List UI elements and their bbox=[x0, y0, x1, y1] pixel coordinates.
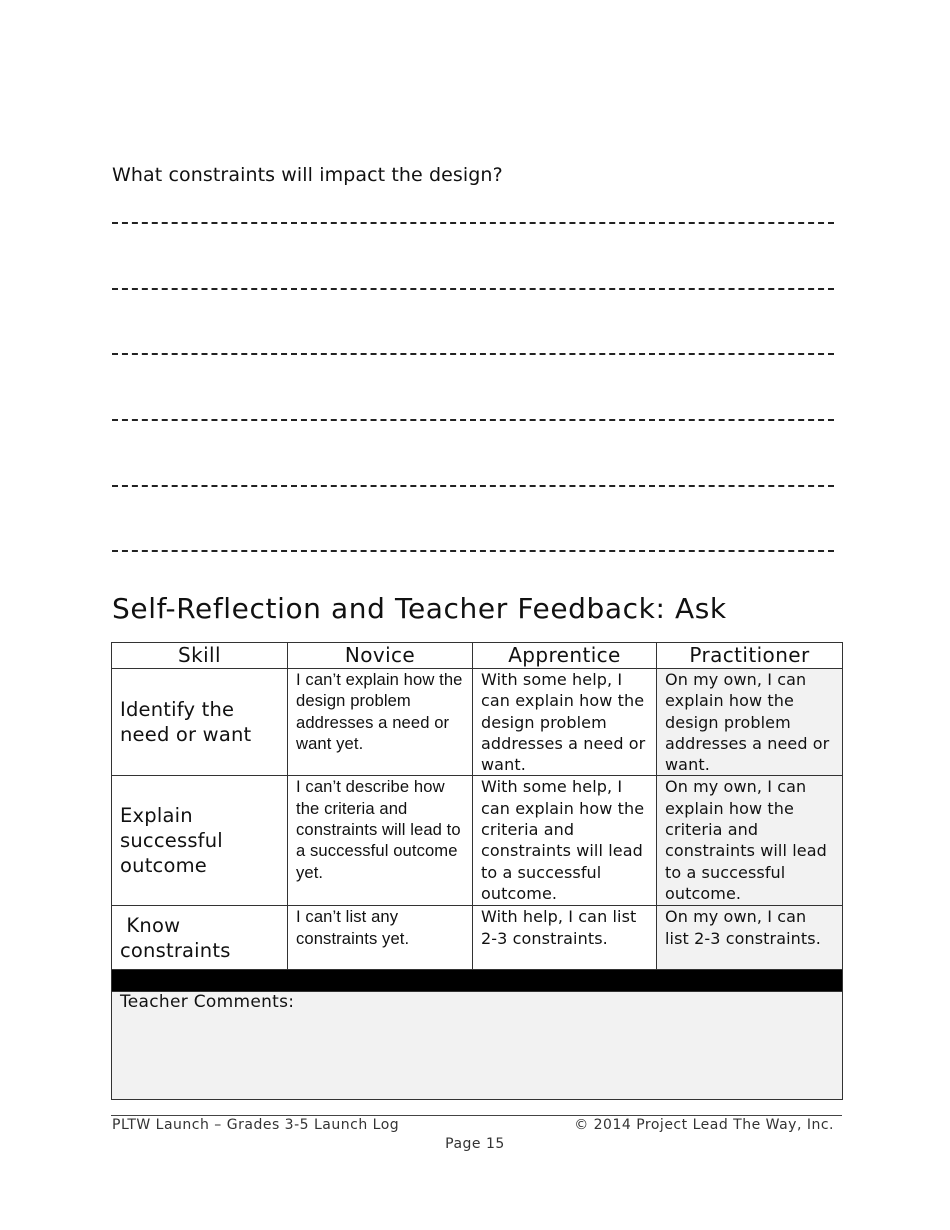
header-practitioner: Practitioner bbox=[657, 643, 843, 669]
section-title: Self-Reflection and Teacher Feedback: Ask bbox=[112, 592, 727, 625]
practitioner-cell: On my own, I can explain how the design problem addresses a need or want. bbox=[657, 669, 843, 776]
header-apprentice: Apprentice bbox=[473, 643, 657, 669]
footer-left: PLTW Launch – Grades 3-5 Launch Log bbox=[112, 1117, 400, 1133]
answer-line[interactable] bbox=[112, 485, 834, 487]
skill-cell: Identify the need or want bbox=[112, 669, 288, 776]
apprentice-cell: With some help, I can explain how the design problem addresses a need or want. bbox=[473, 669, 657, 776]
header-skill: Skill bbox=[112, 643, 288, 669]
novice-cell: I can’t explain how the design problem addresses a need or want yet. bbox=[288, 669, 473, 776]
practitioner-cell: On my own, I can explain how the criteria and constraints will lead to a successful outcome. bbox=[657, 776, 843, 906]
rubric-row bbox=[112, 776, 843, 906]
comments-row bbox=[112, 992, 843, 1100]
footer-copyright: © 2014 Project Lead The Way, Inc. bbox=[574, 1117, 834, 1133]
novice-cell: I can’t describe how the criteria and constraints will lead to a successful outcome yet. bbox=[288, 776, 473, 906]
teacher-comments-label: Teacher Comments: bbox=[120, 992, 295, 1013]
footer-rule bbox=[111, 1115, 842, 1116]
answer-line[interactable] bbox=[112, 353, 834, 355]
rubric-row bbox=[112, 906, 843, 970]
skill-cell: Explain successful outcome bbox=[112, 776, 288, 906]
novice-cell: I can’t list any constraints yet. bbox=[288, 906, 473, 970]
answer-line[interactable] bbox=[112, 222, 834, 224]
rubric-row bbox=[112, 669, 843, 776]
rubric-header-row bbox=[112, 643, 843, 669]
page-number: Page 15 bbox=[445, 1136, 505, 1152]
apprentice-cell: With help, I can list 2-3 constraints. bbox=[473, 906, 657, 970]
teacher-comments-field[interactable] bbox=[112, 992, 843, 1100]
divider-bar bbox=[112, 970, 843, 992]
answer-line[interactable] bbox=[112, 419, 834, 421]
header-novice: Novice bbox=[288, 643, 473, 669]
answer-line[interactable] bbox=[112, 288, 834, 290]
answer-line[interactable] bbox=[112, 550, 834, 552]
rubric-table bbox=[111, 642, 843, 1100]
constraints-question: What constraints will impact the design? bbox=[112, 164, 503, 186]
skill-cell: Know constraints bbox=[112, 906, 288, 970]
divider-bar-cell bbox=[112, 970, 843, 992]
practitioner-cell: On my own, I can list 2-3 constraints. bbox=[657, 906, 843, 970]
apprentice-cell: With some help, I can explain how the criteria and constraints will lead to a successful outcome. bbox=[473, 776, 657, 906]
